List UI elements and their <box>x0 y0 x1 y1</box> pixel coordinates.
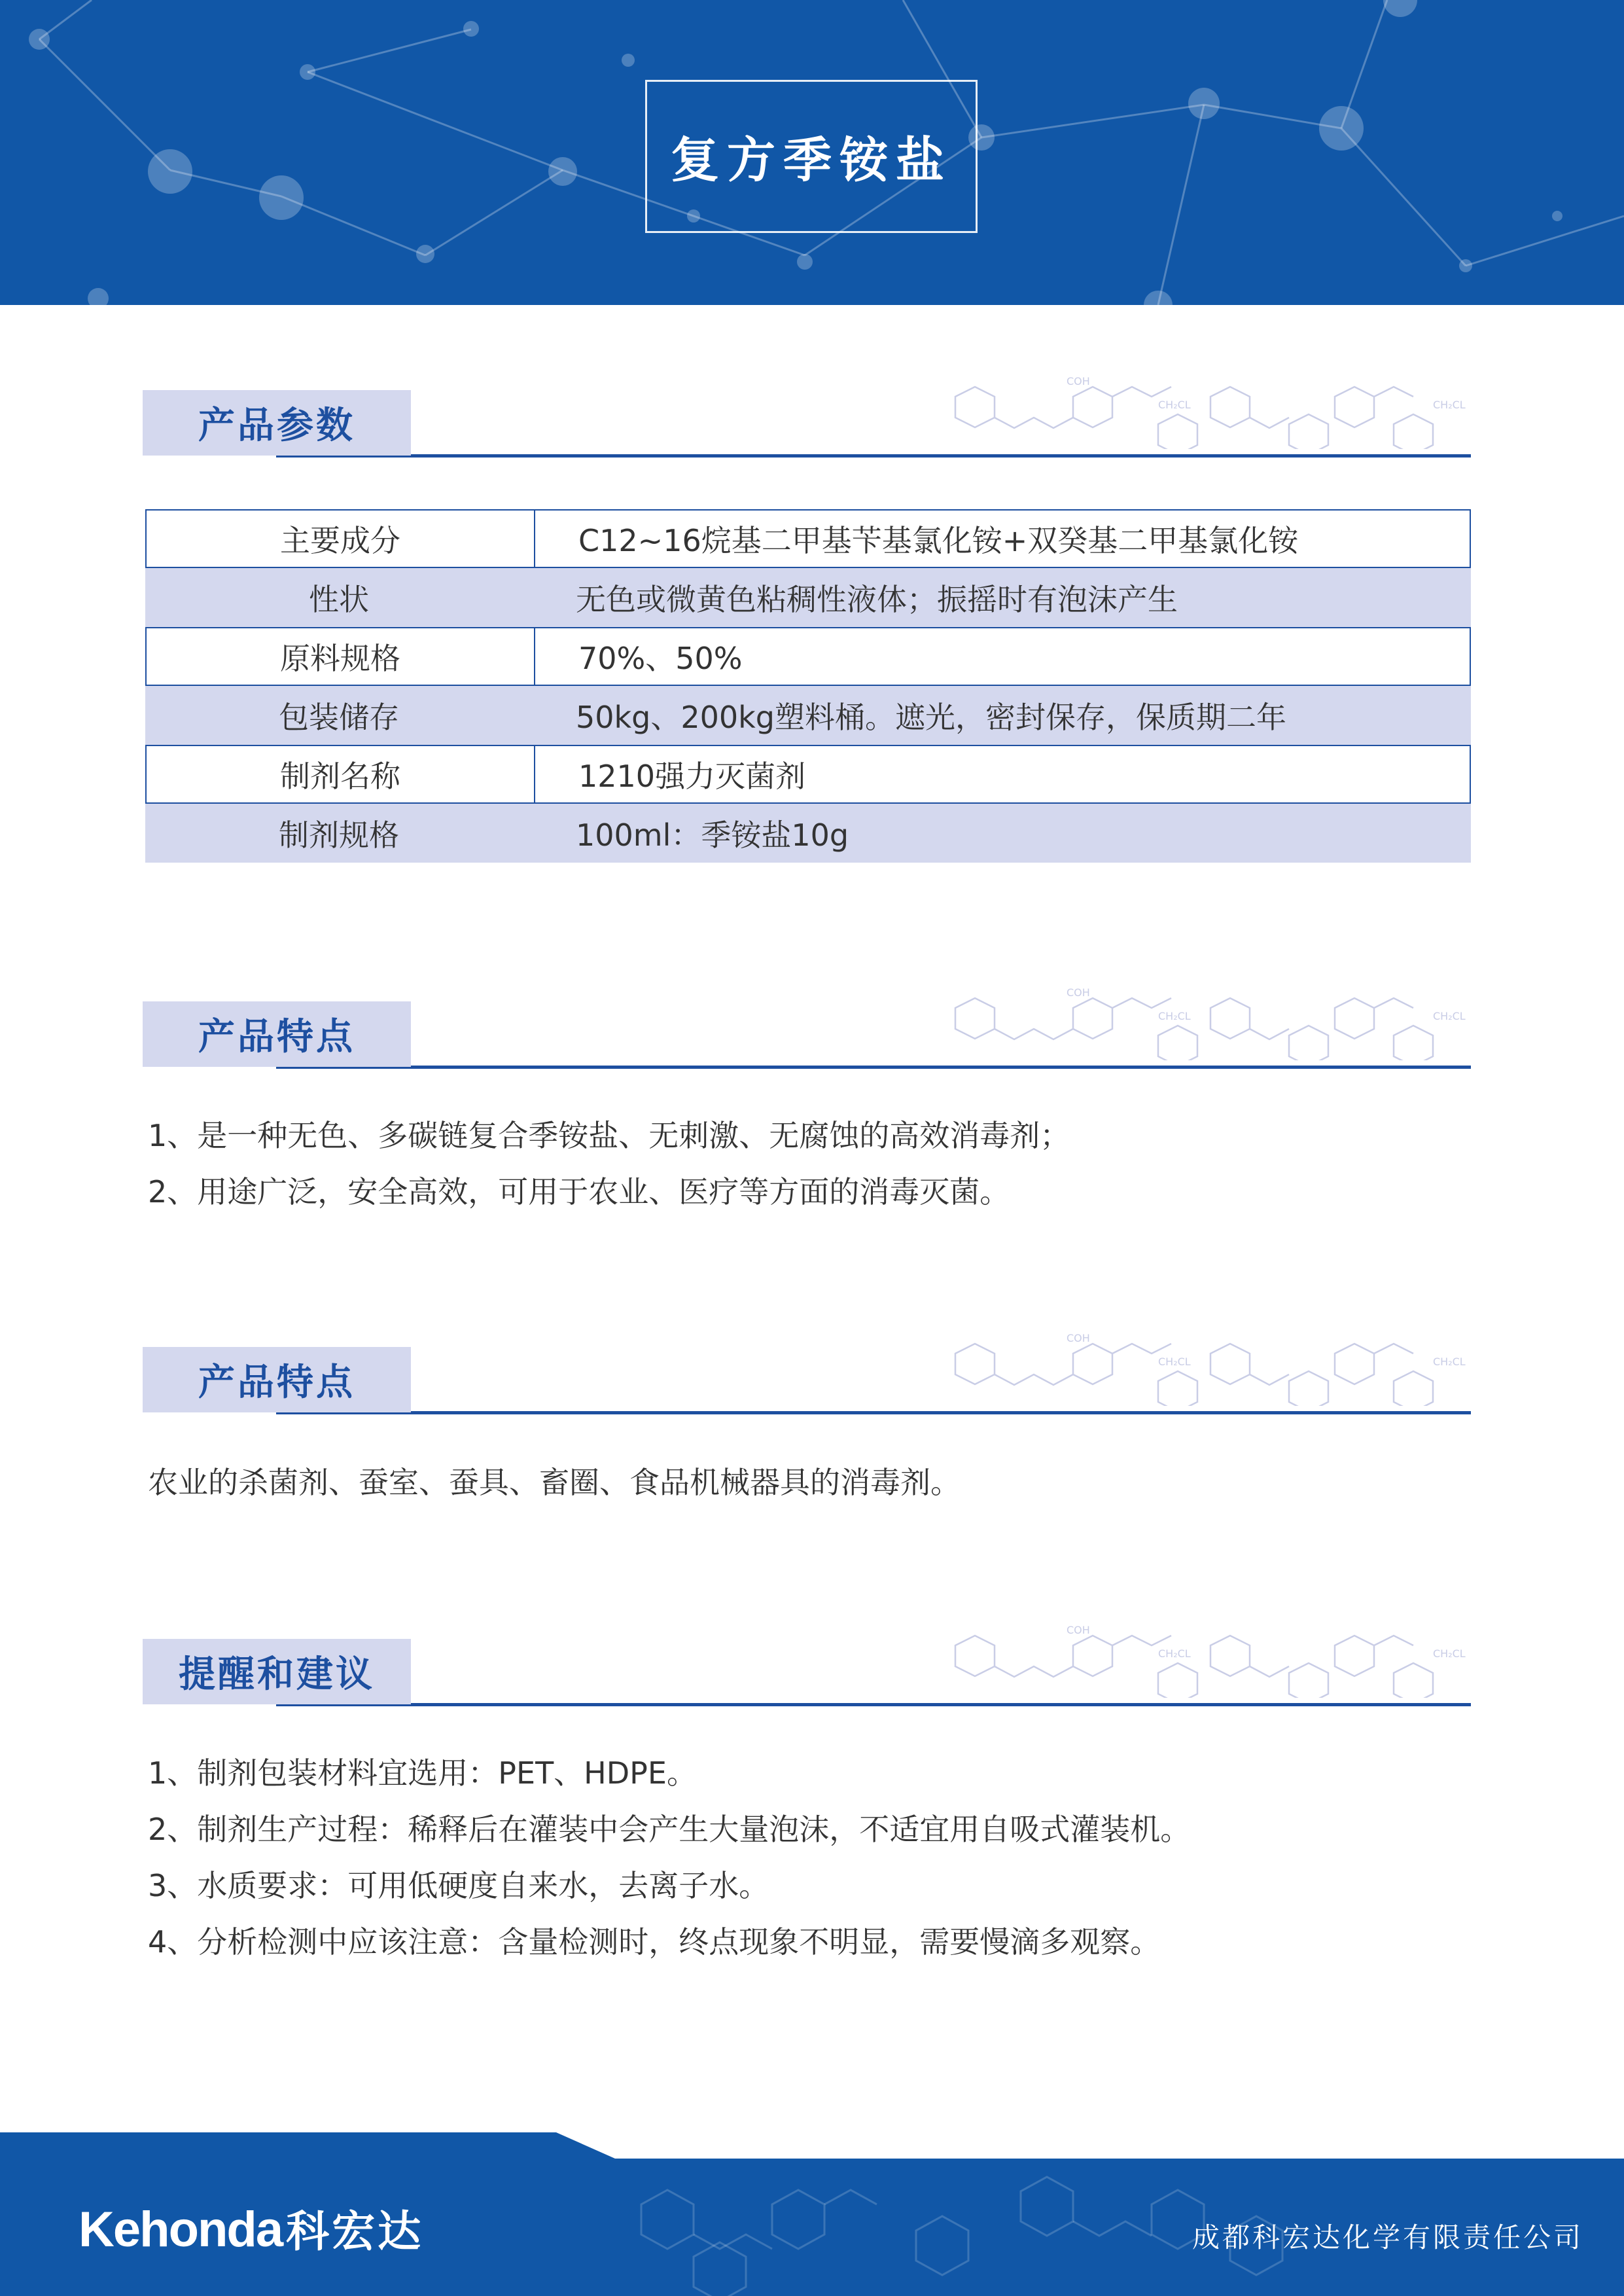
section-header-applications <box>0 1334 1624 1419</box>
table-key: 主要成分 <box>147 511 535 567</box>
page-title: 复方季铵盐 <box>671 132 952 188</box>
svg-text:CH₂CL: CH₂CL <box>1433 1647 1466 1660</box>
chemical-structure-decoration <box>936 377 1472 449</box>
svg-text:CH₂CL: CH₂CL <box>1433 399 1466 411</box>
table-row <box>145 686 1471 745</box>
section-header-params <box>0 377 1624 462</box>
section-underline <box>276 1066 1471 1069</box>
list-item: 1、是一种无色、多碳链复合季铵盐、无刺激、无腐蚀的高效消毒剂； <box>148 1118 1070 1153</box>
section-header-tips <box>0 1626 1624 1711</box>
chemical-structure-decoration <box>936 988 1472 1060</box>
table-value: 50kg、200kg塑料桶。遮光，密封保存，保质期二年 <box>576 700 1287 735</box>
svg-text:CH₂CL: CH₂CL <box>1158 1010 1191 1022</box>
features-list <box>148 1107 1070 1220</box>
table-row <box>145 804 1471 863</box>
svg-text:CH₂CL: CH₂CL <box>1158 1355 1191 1368</box>
section-title: 提醒和建议 <box>143 1639 411 1704</box>
title-frame <box>645 80 978 233</box>
section-title: 产品参数 <box>143 390 411 456</box>
table-row <box>145 745 1471 804</box>
table-value: 1210强力灭菌剂 <box>578 759 806 794</box>
svg-text:COH: COH <box>1067 377 1090 387</box>
table-row <box>145 627 1471 686</box>
table-value: 70%、50% <box>578 641 743 676</box>
table-row <box>145 509 1471 568</box>
section-underline <box>276 1411 1471 1414</box>
tips-list <box>148 1745 1190 1970</box>
section-title: 产品特点 <box>143 1001 411 1067</box>
brand-logo <box>79 2197 423 2259</box>
section-underline <box>276 1703 1471 1706</box>
table-key: 制剂名称 <box>147 746 535 802</box>
table-value: C12~16烷基二甲基苄基氯化铵+双癸基二甲基氯化铵 <box>578 523 1299 558</box>
paragraph: 农业的杀菌剂、蚕室、蚕具、畜圈、食品机械器具的消毒剂。 <box>148 1465 961 1500</box>
chemical-structure-decoration <box>936 1334 1472 1406</box>
svg-text:CH₂CL: CH₂CL <box>1158 1647 1191 1660</box>
logo-english: Kehonda <box>79 2202 283 2257</box>
chemical-structure-decoration <box>936 1626 1472 1698</box>
section-header-features <box>0 988 1624 1073</box>
svg-text:CH₂CL: CH₂CL <box>1433 1355 1466 1368</box>
company-name: 成都科宏达化学有限责任公司 <box>1192 2221 1583 2253</box>
header-banner <box>0 0 1624 305</box>
table-row <box>145 568 1471 627</box>
logo-chinese: 科宏达 <box>286 2207 424 2255</box>
section-underline <box>276 454 1471 457</box>
table-key: 性状 <box>309 582 369 617</box>
list-item: 1、制剂包装材料宜选用：PET、HDPE。 <box>148 1755 697 1791</box>
table-key: 制剂规格 <box>279 817 399 853</box>
params-table <box>145 509 1471 863</box>
table-value: 100ml：季铵盐10g <box>576 817 849 853</box>
applications-text <box>148 1454 961 1511</box>
list-item: 4、分析检测中应该注意：含量检测时，终点现象不明显，需要慢滴多观察。 <box>148 1924 1161 1960</box>
svg-text:CH₂CL: CH₂CL <box>1158 399 1191 411</box>
section-title: 产品特点 <box>143 1347 411 1412</box>
svg-text:COH: COH <box>1067 1334 1090 1344</box>
table-value: 无色或微黄色粘稠性液体；振摇时有泡沫产生 <box>576 582 1178 617</box>
svg-text:COH: COH <box>1067 1626 1090 1636</box>
table-key: 原料规格 <box>147 628 535 685</box>
list-item: 2、制剂生产过程：稀释后在灌装中会产生大量泡沫，不适宜用自吸式灌装机。 <box>148 1812 1191 1847</box>
svg-text:COH: COH <box>1067 988 1090 999</box>
list-item: 2、用途广泛，安全高效，可用于农业、医疗等方面的消毒灭菌。 <box>148 1174 1010 1210</box>
footer-banner <box>0 2132 1624 2296</box>
svg-text:CH₂CL: CH₂CL <box>1433 1010 1466 1022</box>
table-key: 包装储存 <box>279 700 399 735</box>
list-item: 3、水质要求：可用低硬度自来水，去离子水。 <box>148 1868 769 1903</box>
